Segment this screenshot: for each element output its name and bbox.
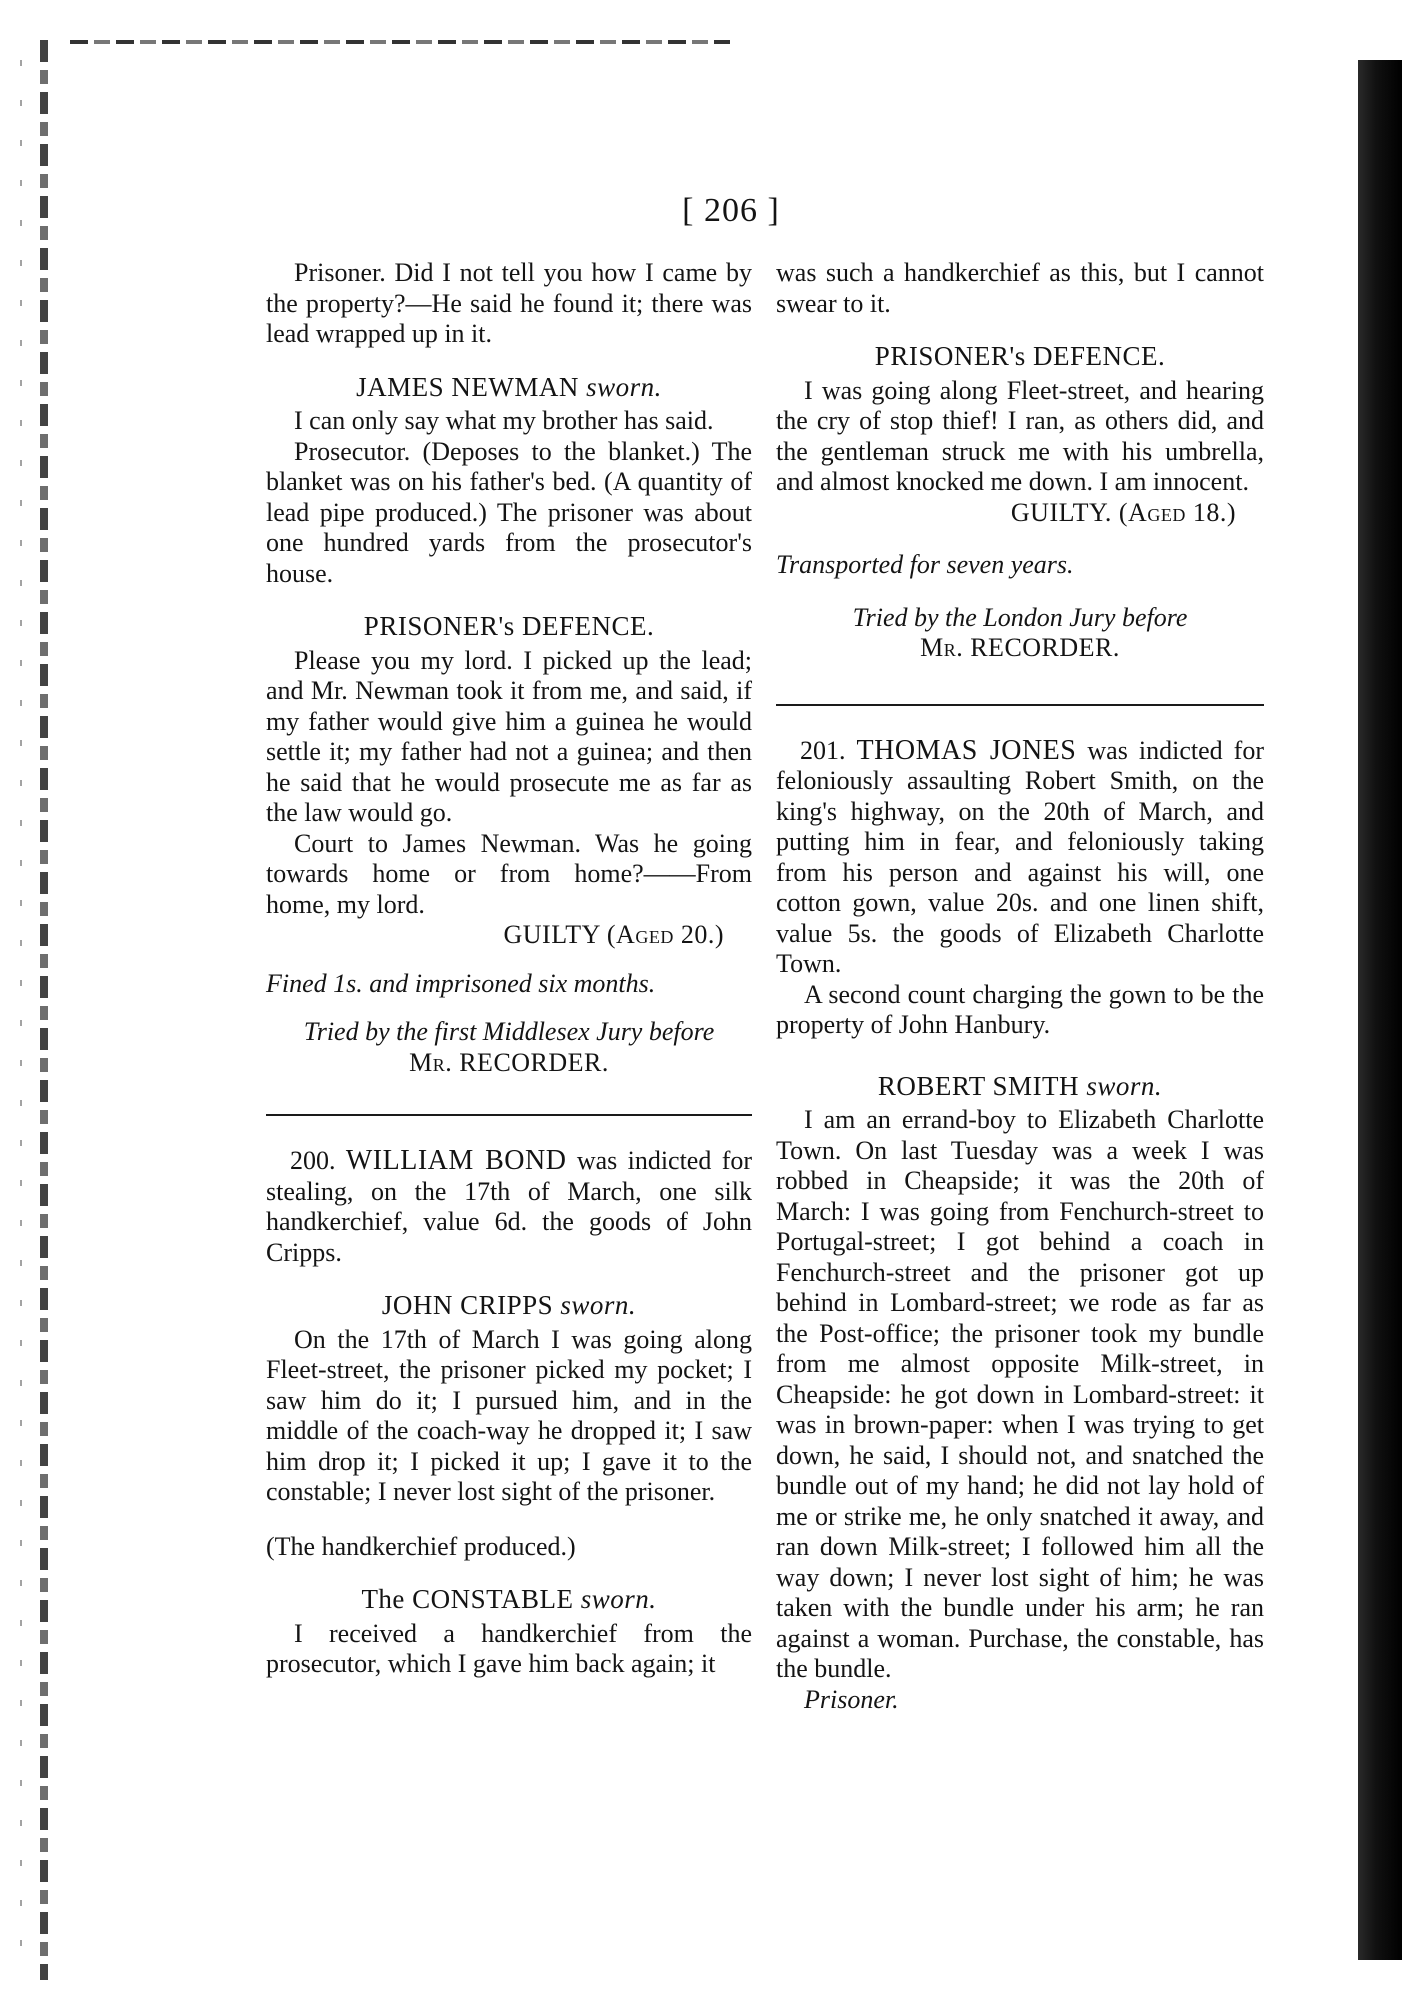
- section-divider: [776, 704, 1264, 706]
- scan-binding-edge-right: [1358, 60, 1402, 1960]
- catchword: Prisoner.: [804, 1684, 899, 1714]
- sworn-label: sworn.: [560, 1290, 637, 1320]
- case-number: 200.: [290, 1146, 336, 1175]
- page-number: [ 206 ]: [682, 192, 780, 229]
- sworn-label: sworn.: [586, 371, 662, 402]
- defence-heading: PRISONER's DEFENCE.: [874, 341, 1166, 371]
- right-column: [776, 258, 1264, 1715]
- scan-artifact-left: [20, 60, 22, 1960]
- sworn-label: sworn.: [1086, 1070, 1163, 1101]
- case-text: was indicted for stealing, on the 17th of March, one silk handkerchief, value 6d. the goods of John Cripps.: [266, 1146, 753, 1267]
- case-paragraph: [266, 1146, 752, 1268]
- jury-note-line: Tried by the London Jury before: [852, 602, 1188, 632]
- paragraph: was such a handkerchief as this, but I cannot swear to it.: [776, 258, 1264, 318]
- witness-name: The CONSTABLE: [361, 1584, 574, 1614]
- jury-note: [266, 1017, 752, 1078]
- paragraph: I can only say what my brother has said.: [294, 406, 714, 435]
- verdict: GUILTY. (Aged 18.): [1010, 497, 1236, 527]
- paragraph: A second count charging the gown to be the property of John Hanbury.: [776, 979, 1264, 1039]
- page-header: [0, 192, 1422, 230]
- case-text: was indicted for feloniously assaulting Robert Smith, on the king's highway, on the 20th of March, and putting him in fear, and feloniously taking from his person and against his will, one cotton gown, value 20s. and one linen shift, value 5s. the goods of Elizabeth Charlotte Town.: [776, 735, 1264, 978]
- scan-artifact-top: [70, 40, 730, 44]
- scan-binding-edge-left: [40, 40, 48, 1980]
- witness-heading: [266, 1290, 752, 1321]
- paragraph: On the 17th of March I was going along Fleet-street, the prisoner picked my pocket; I saw him do it; I pursued him, and in the middle of the coach-way he dropped it; I saw him drop it; I picked it up; I gave it to the constable; I never lost sight of the prisoner.: [266, 1324, 752, 1506]
- jury-note-line: Mr. RECORDER.: [920, 633, 1120, 662]
- paragraph: I received a handkerchief from the prosecutor, which I gave him back again; it: [266, 1618, 752, 1678]
- paragraph: Please you my lord. I picked up the lead; and Mr. Newman took it from me, and said, if my father would give him a guinea he would settle it; my father had not a guinea; and then he said that he would prosecute me as far as the law would go.: [266, 645, 752, 827]
- defence-heading: PRISONER's DEFENCE.: [363, 611, 655, 641]
- case-number: 201.: [800, 735, 846, 765]
- verdict: GUILTY (Aged 20.): [503, 920, 724, 949]
- witness-name: JOHN CRIPPS: [381, 1290, 554, 1320]
- paragraph: Prosecutor. (Deposes to the blanket.) The blanket was on his father's bed. (A quantity of lead pipe produced.) The prisoner was about one hundred yards from the prosecutor's house.: [266, 436, 752, 588]
- witness-heading: [266, 1584, 752, 1615]
- case-paragraph: [776, 736, 1264, 980]
- sworn-label: sworn.: [580, 1584, 657, 1614]
- jury-note: [776, 603, 1264, 664]
- defendant-name: WILLIAM BOND: [345, 1145, 567, 1176]
- evidence-note: (The handkerchief produced.): [266, 1531, 576, 1561]
- paragraph: Prisoner. Did I not tell you how I came by the property?—He said he found it; there was lead wrapped up in it.: [266, 258, 752, 348]
- paragraph: Court to James Newman. Was he going towards home or from home?——From home, my lord.: [266, 828, 752, 919]
- section-divider: [266, 1114, 752, 1116]
- paragraph: I am an errand-boy to Elizabeth Charlotte Town. On last Tuesday was a week I was robbed in Cheapside; it was the 20th of March: I was going from Fenchurch-street to Portugal-street; I got behind a coach in Fenchurch-street and the prisoner got up behind in Lombard-street; we rode as far as the Post-office; the prisoner took my bundle from me almost opposite Milk-street, in Cheapside: he got down in Lombard-street: it was in brown-paper: when I was trying to get down, he said, I should not, and snatched the bundle out of my hand; he did not lay hold of me or strike me, he only snatched it away, and ran down Milk-street; I followed him all the way down; I never lost sight of him; he was taken with the bundle under his arm; he ran against a woman. Purchase, the constable, has the bundle.: [776, 1105, 1264, 1683]
- paragraph: I was going along Fleet-street, and hearing the cry of stop thief! I ran, as others did, and the gentleman struck me with his umbrella, and almost knocked me down. I am innocent.: [776, 375, 1264, 496]
- witness-name: JAMES NEWMAN: [356, 371, 579, 402]
- witness-heading: [266, 372, 752, 403]
- defendant-name: THOMAS JONES: [856, 734, 1077, 766]
- sentence: Fined 1s. and imprisoned six months.: [266, 968, 656, 998]
- sentence: Transported for seven years.: [776, 550, 1074, 579]
- witness-name: ROBERT SMITH: [877, 1070, 1080, 1101]
- left-column: [266, 258, 752, 1680]
- jury-note-line: Mr. RECORDER.: [409, 1047, 609, 1077]
- witness-heading: [776, 1071, 1264, 1102]
- jury-note-line: Tried by the first Middlesex Jury before: [303, 1017, 715, 1046]
